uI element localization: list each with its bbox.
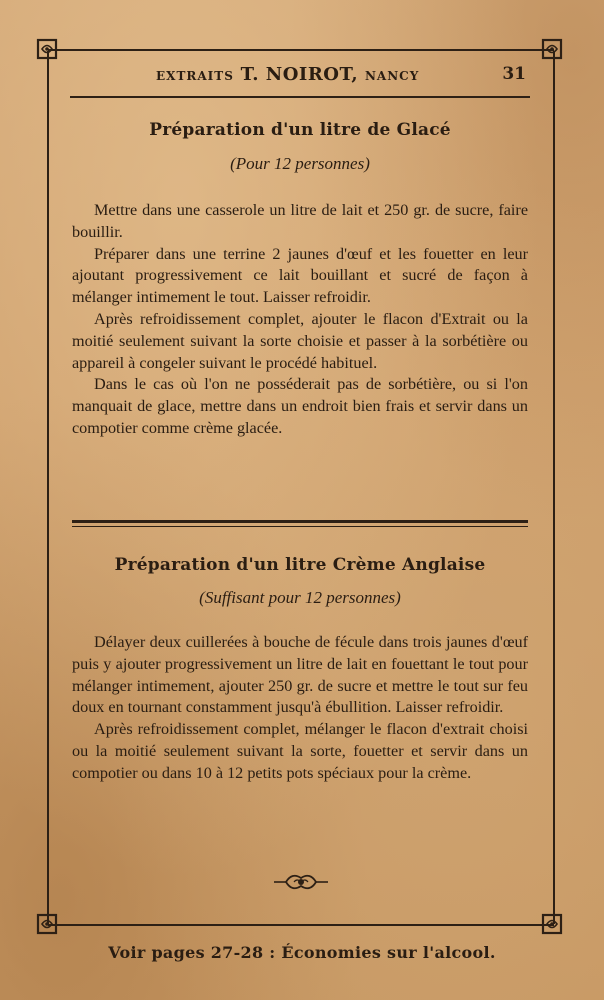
footer-note: Voir pages 27-28 : Économies sur l'alcool. xyxy=(108,943,496,962)
corner-ornament-icon xyxy=(36,38,58,60)
header-rule xyxy=(70,96,530,98)
paragraph: Dans le cas où l'on ne posséderait pas de sorbétière, ou si l'on manquait de glace, mettre dans un endroit bien frais et servir dans un compotier comme crème glacée. xyxy=(72,375,528,437)
frame-bottom-border xyxy=(48,924,554,926)
paragraph: Après refroidissement complet, ajouter le flacon d'Extrait ou la moitié seulement suivant la sorte choisie et passer à la sorbétière ou appareil à congeler suivant le procédé habituel. xyxy=(72,309,528,372)
paragraph: Préparer dans une terrine 2 jaunes d'œuf et les fouetter en leur ajoutant progressivement ce lait bouillant et sucré de façon à mélanger intimement le tout. Laisser refroidir. xyxy=(72,244,528,307)
brand-name: T. NOIROT, xyxy=(240,64,359,85)
section-subtitle-glace: (Pour 12 personnes) xyxy=(230,154,370,173)
fleuron-ornament-icon xyxy=(272,869,330,895)
recipe-body-creme-anglaise xyxy=(72,632,528,785)
paragraph: Mettre dans une casserole un litre de lait et 250 gr. de sucre, faire bouillir. xyxy=(72,201,528,241)
frame-left-border xyxy=(47,51,49,924)
brand-line xyxy=(156,64,419,85)
page-header xyxy=(70,62,530,88)
recipe-body-glace xyxy=(72,200,528,440)
section-divider xyxy=(72,520,528,528)
paragraph: Après refroidissement complet, mélanger le flacon d'extrait choisi ou la moitié seulement suivant la sorte, fouetter et servir dans un compotier ou dans 10 à 12 petits pots spéciaux pour la crème. xyxy=(72,720,528,782)
brand-prefix: EXTRAITS xyxy=(156,69,234,83)
corner-ornament-icon xyxy=(541,913,563,935)
section-title-glace: Préparation d'un litre de Glacé xyxy=(149,120,451,140)
frame-top-border xyxy=(48,49,554,51)
brand-city: NANCY xyxy=(364,69,420,83)
section-title-creme-anglaise: Préparation d'un litre Crème Anglaise xyxy=(114,555,486,575)
corner-ornament-icon xyxy=(36,913,58,935)
paragraph: Délayer deux cuillerées à bouche de fécule dans trois jaunes d'œuf puis y ajouter progressivement un litre de lait en fouettant le tout pour mélanger intimement, ajouter 250 gr. de sucre et mettre le tout sur feu doux en tournant constamment jusqu'à ébullition. Laisser refroidir. xyxy=(72,633,528,717)
section-subtitle-creme-anglaise: (Suffisant pour 12 personnes) xyxy=(199,588,401,607)
corner-ornament-icon xyxy=(541,38,563,60)
frame-right-border xyxy=(553,51,555,924)
page-number: 31 xyxy=(502,64,526,84)
